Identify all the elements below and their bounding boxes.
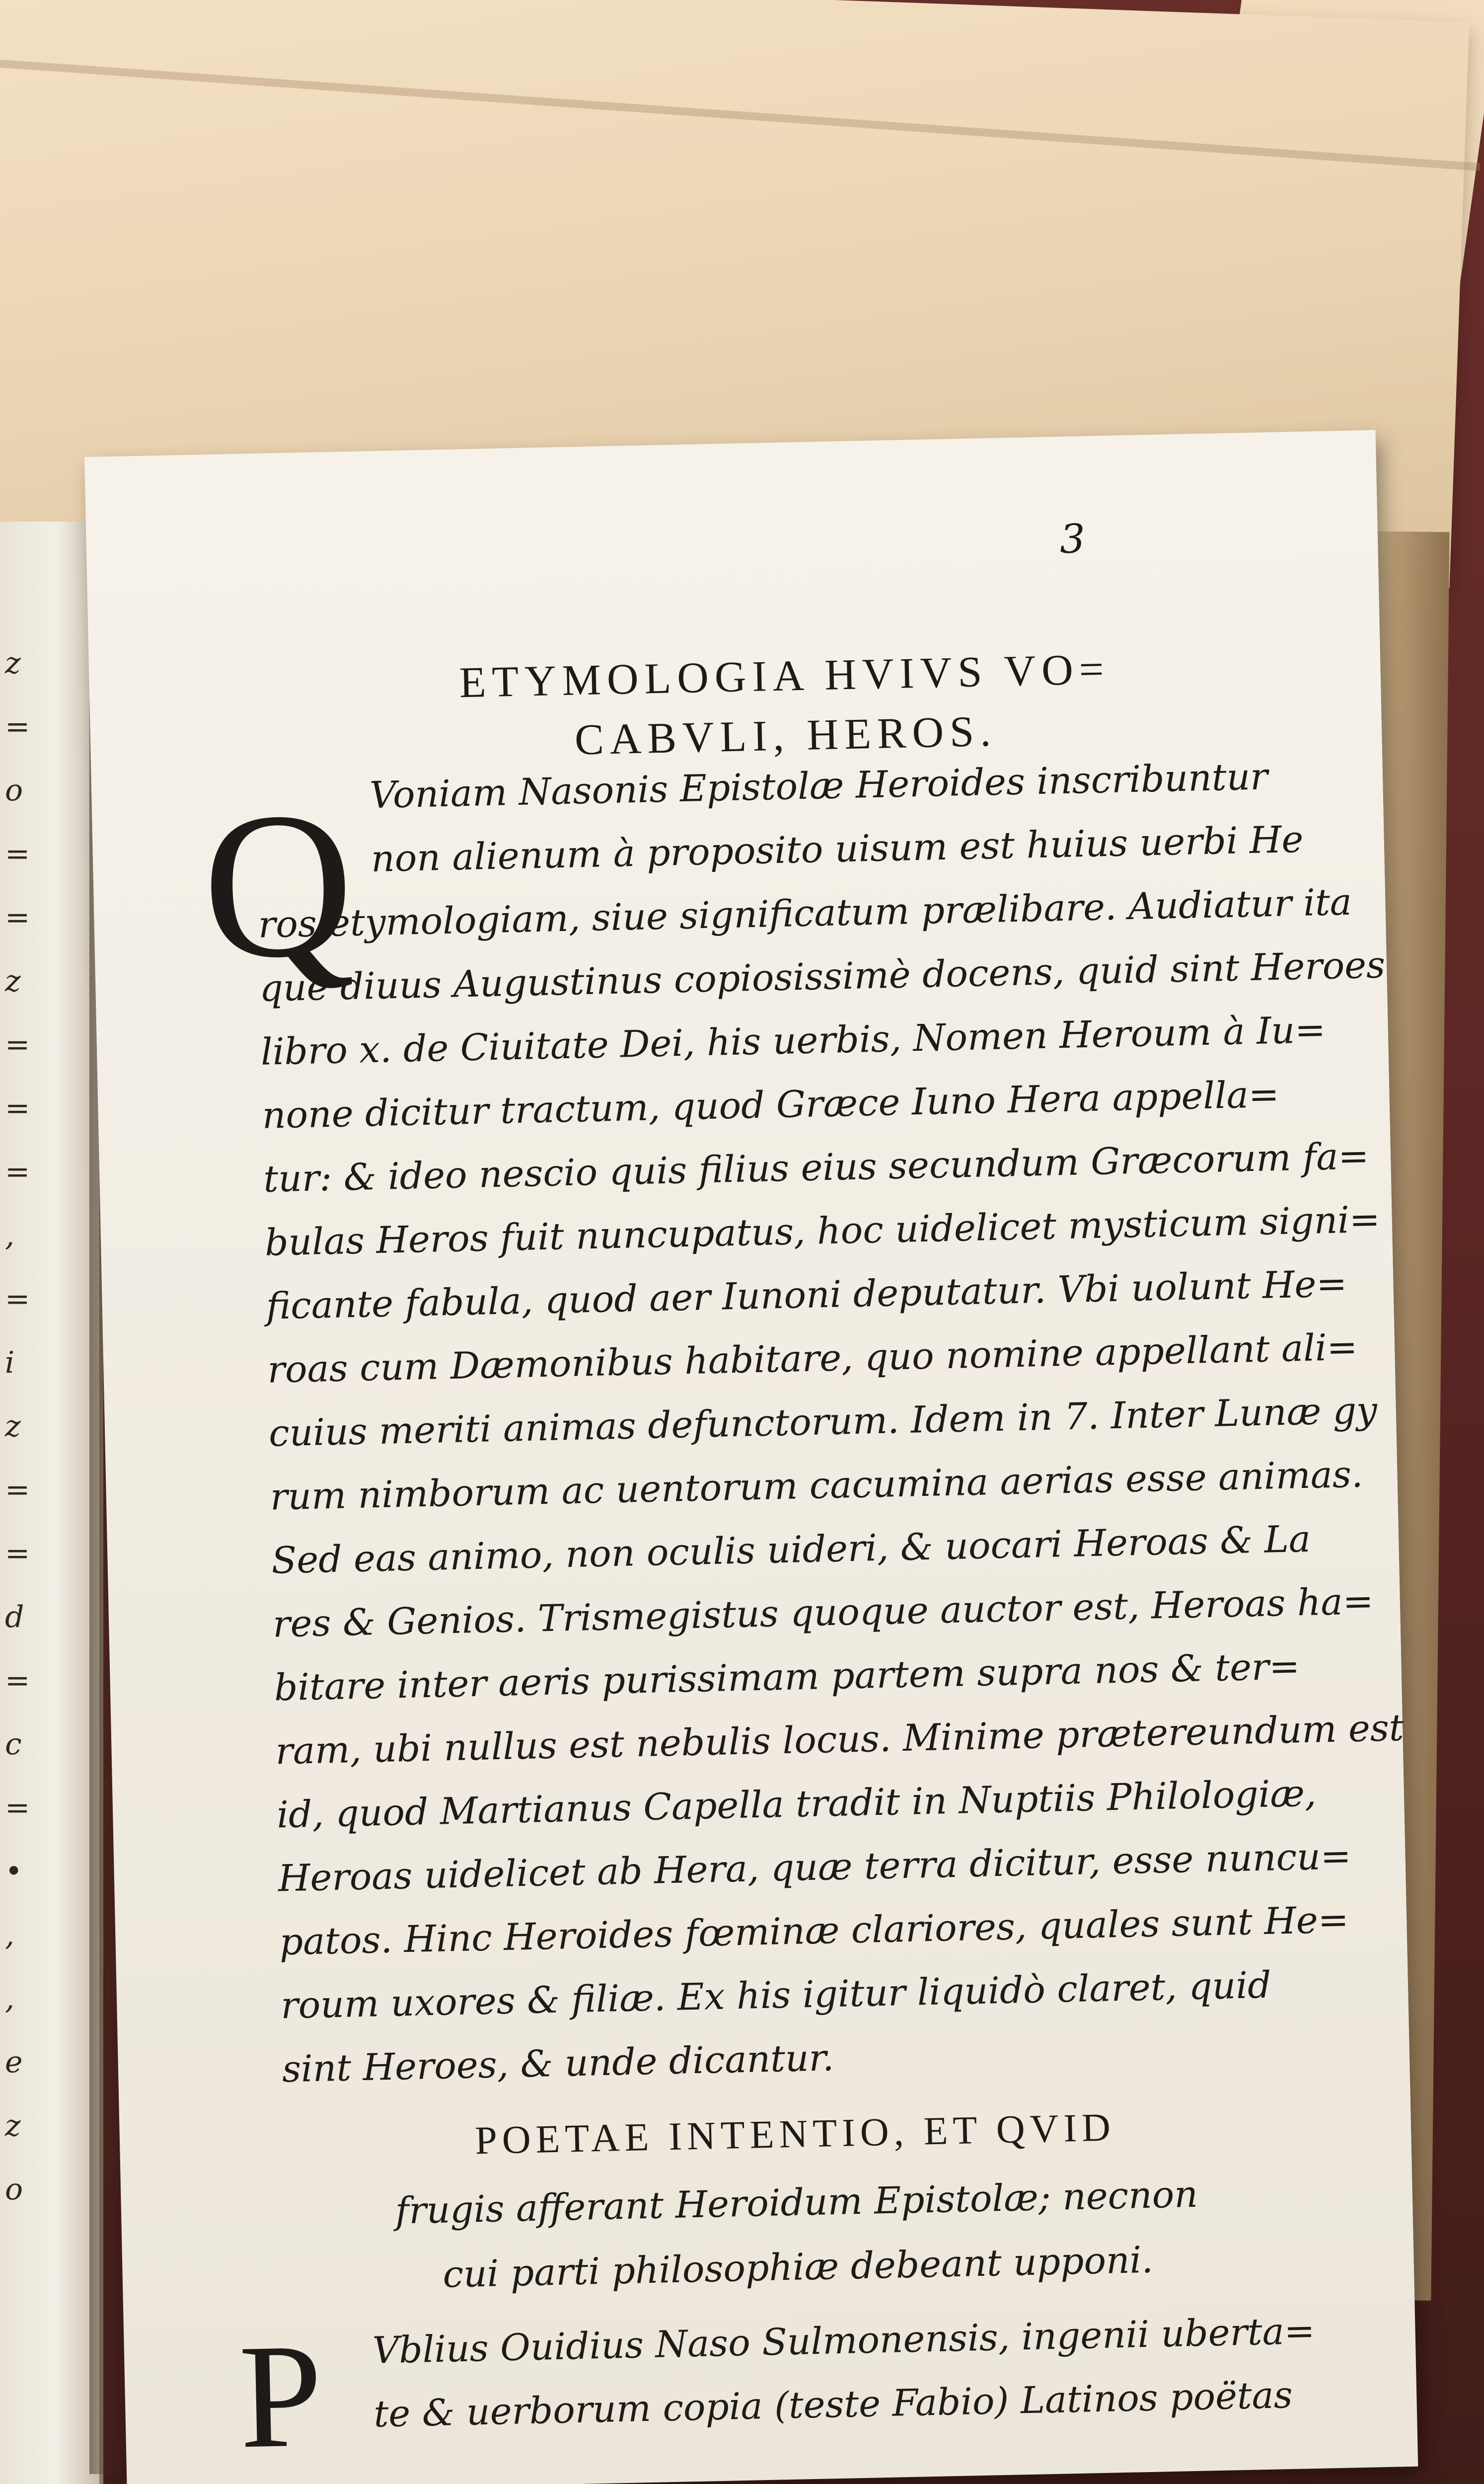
margin-char: d [5,1600,24,1634]
body-line: roas cum Dæmonibus habitare, quo nomine appellant ali= [267,1325,1358,1392]
body-line: patos. Hinc Heroides fœminæ clariores, quales sunt He= [279,1898,1349,1964]
margin-char: = [5,1155,30,1189]
margin-char: e [5,2045,23,2080]
body-line: non alienum à proposito uisum est huius uerbi He [371,818,1304,881]
section-subheading-line-1: frugis afferant Heroidum Epistolæ; necnon [395,2173,1198,2233]
body-line: cuius meriti animas defunctorum. Idem in 7. Inter Lunæ gy [268,1389,1378,1455]
margin-char: = [5,709,30,744]
margin-char: = [5,1091,30,1126]
drop-cap-q: Q [200,768,356,1003]
margin-char: z [5,1409,21,1444]
margin-char: z [5,646,21,681]
body-line: none dicitur tractum, quod Græce Iuno Hera appella= [261,1073,1280,1137]
margin-char: = [5,1536,30,1571]
body-line: id, quod Martianus Capella tradit in Nuptiis Philologiæ, [276,1772,1317,1837]
body-line: sint Heroes, & unde dicantur. [282,2036,835,2091]
body-line: ros etymologiam, siue significatum prælibare. Audiatur ita [257,880,1352,946]
page-number: 3 [1059,515,1086,562]
body-line: que diuus Augustinus copiosissimè docens, quid sint Heroes [259,943,1386,1010]
body-line: Heroas uidelicet ab Hera, quæ terra dicitur, esse nuncu= [278,1835,1352,1900]
page-text-block [84,430,1418,2484]
margin-char: , [5,1218,15,1253]
body-line: ficante fabula, quod aer Iunoni deputatur. Vbi uolunt He= [265,1262,1348,1328]
body-line: res & Genios. Trismegistus quoque auctor est, Heroas ha= [272,1580,1374,1646]
drop-cap-p: P [237,2312,324,2480]
margin-char: c [5,1727,22,1762]
body-line: Vblius Ouidius Naso Sulmonensis, ingenii uberta= [372,2309,1316,2372]
margin-char: , [5,1981,15,2016]
margin-char: z [5,964,21,999]
body-line: rum nimborum ac uentorum cacumina aerias esse animas. [270,1453,1364,1519]
chapter-heading-line-2: CABVLI, HEROS. [574,707,997,765]
body-line: ram, ubi nullus est nebulis locus. Minime prætereundum est [275,1706,1405,1773]
body-line: libro x. de Ciuitate Dei, his uerbis, Nomen Heroum à Iu= [260,1008,1326,1074]
body-line: bulas Heros fuit nuncupatus, hoc uidelicet mysticum signi= [264,1198,1381,1264]
margin-char: = [5,1663,30,1698]
body-line: tur: & ideo nescio quis filius eius secundum Græcorum fa= [263,1135,1370,1201]
body-line: te & uerborum copia (teste Fabio) Latinos poëtas [373,2373,1293,2436]
margin-char: o [5,773,23,808]
margin-char: • [5,1854,23,1889]
margin-char: = [5,1282,30,1317]
margin-char: = [5,1027,30,1062]
margin-char: , [5,1918,15,1952]
margin-char: z [5,2108,21,2143]
margin-char: i [5,1345,15,1380]
chapter-heading-line-1: ETYMOLOGIA HVIVS VO= [458,645,1111,707]
margin-char: = [5,1790,30,1825]
body-line: roum uxores & filiæ. Ex his igitur liquidò claret, quid [280,1963,1272,2027]
margin-char: o [5,2172,23,2207]
body-line: Voniam Nasonis Epistolæ Heroides inscribuntur [369,755,1268,817]
section-heading: POETAE INTENTIO, ET QVID [474,2105,1116,2163]
margin-char: = [5,837,30,871]
section-subheading-line-2: cui parti philosophiæ debeant upponi. [442,2238,1154,2296]
body-line: bitare inter aeris purissimam partem supra nos & ter= [274,1645,1300,1709]
margin-char: = [5,900,30,935]
margin-char: = [5,1473,30,1507]
left-page-margin-characters [5,646,35,2236]
body-line: Sed eas animo, non oculis uideri, & uocari Heroas & La [271,1517,1311,1582]
